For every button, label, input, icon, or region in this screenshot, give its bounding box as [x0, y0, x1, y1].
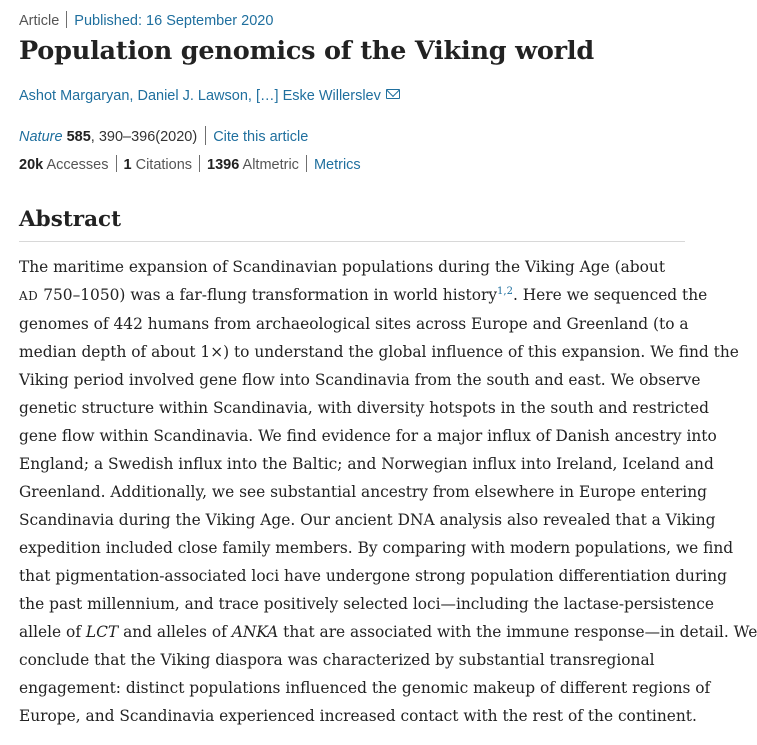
abstract-text-run: allele of: [19, 623, 86, 641]
published-date-link[interactable]: Published: 16 September 2020: [74, 13, 274, 29]
article-title: Population genomics of the Viking world: [19, 36, 595, 66]
abstract-text-run: and alleles of: [118, 623, 232, 641]
cite-article-link[interactable]: Cite this article: [213, 129, 309, 145]
gene-name: ANKA: [231, 623, 279, 641]
abstract-line: that pigmentation-associated loci have undergone strong population differentiation during: [19, 567, 727, 585]
abstract-line: engagement: distinct populations influenced the genomic makeup of different regions of: [19, 679, 711, 697]
citations-label: Citations: [135, 157, 193, 173]
author-link[interactable]: Ashot Margaryan: [19, 88, 130, 104]
metrics-divider: [116, 155, 117, 172]
article-meta: [19, 11, 273, 29]
article-metrics: [19, 155, 361, 173]
section-divider: [19, 241, 685, 242]
citations-count: 1: [123, 157, 132, 173]
abstract-line: Europe, and Scandinavia experienced increased contact with the rest of the continent.: [19, 707, 697, 725]
journal-link[interactable]: Nature: [19, 129, 63, 145]
era-abbreviation: AD: [19, 289, 39, 303]
mail-icon[interactable]: [386, 89, 400, 99]
accesses-label: Accesses: [46, 157, 109, 173]
abstract-line: the past millennium, and trace positively selected loci—including the lactase-persistence: [19, 595, 715, 613]
gene-name: LCT: [85, 623, 119, 641]
meta-divider: [66, 11, 67, 28]
altmetric-label: Altmetric: [242, 157, 299, 173]
abstract-line: [19, 281, 708, 310]
abstract-line: genetic structure within Scandinavia, with diversity hotspots in the south and restricted: [19, 399, 709, 417]
abstract-line: [19, 618, 757, 646]
pages-year: , 390–396(2020): [90, 129, 198, 145]
abstract-text: [19, 253, 757, 730]
abstract-line: genomes of 442 humans from archaeological sites across Europe and Greenland (to a: [19, 315, 689, 333]
altmetric-score: 1396: [207, 157, 240, 173]
author-link[interactable]: Eske Willerslev: [282, 88, 381, 104]
abstract-line: expedition included close family members. By comparing with modern populations, we find: [19, 539, 734, 557]
citation-line: [19, 126, 308, 145]
abstract-line: gene flow within Scandinavia. We find evidence for a major influx of Danish ancestry into: [19, 427, 717, 445]
metrics-divider: [199, 155, 200, 172]
abstract-line: Greenland. Additionally, we see substantial ancestry from elsewhere in Europe entering: [19, 483, 707, 501]
abstract-line: The maritime expansion of Scandinavian populations during the Viking Age (about: [19, 258, 666, 276]
metrics-divider: [306, 155, 307, 172]
abstract-line: Viking period involved gene flow into Scandinavia from the south and east. We observe: [19, 371, 701, 389]
abstract-text-run: that are associated with the immune response—in detail. We: [278, 623, 757, 641]
abstract-line: Scandinavia during the Viking Age. Our ancient DNA analysis also revealed that a Viking: [19, 511, 716, 529]
metrics-link[interactable]: Metrics: [313, 157, 361, 173]
abstract-line: median depth of about 1×) to understand the global influence of this expansion. We find the: [19, 343, 739, 361]
abstract-heading: Abstract: [19, 207, 122, 232]
abstract-line: conclude that the Viking diaspora was characterized by substantial transregional: [19, 651, 655, 669]
abstract-line: England; a Swedish influx into the Baltic; and Norwegian influx into Ireland, Iceland and: [19, 455, 714, 473]
show-all-authors-button[interactable]: […]: [255, 88, 279, 104]
abstract-text-run: . Here we sequenced the: [512, 286, 708, 304]
reference-link[interactable]: 1,2: [497, 286, 513, 297]
article-type: Article: [19, 13, 60, 29]
author-link[interactable]: Daniel J. Lawson: [137, 88, 248, 104]
author-list: Ashot Margaryan, Daniel J. Lawson, […] Eske Willerslev: [19, 88, 400, 104]
accesses-count: 20k: [19, 157, 44, 173]
volume-number: 585: [66, 129, 91, 145]
abstract-text-run: 750–1050) was a far-flung transformation in world history: [38, 286, 498, 304]
citation-divider: [205, 126, 206, 145]
